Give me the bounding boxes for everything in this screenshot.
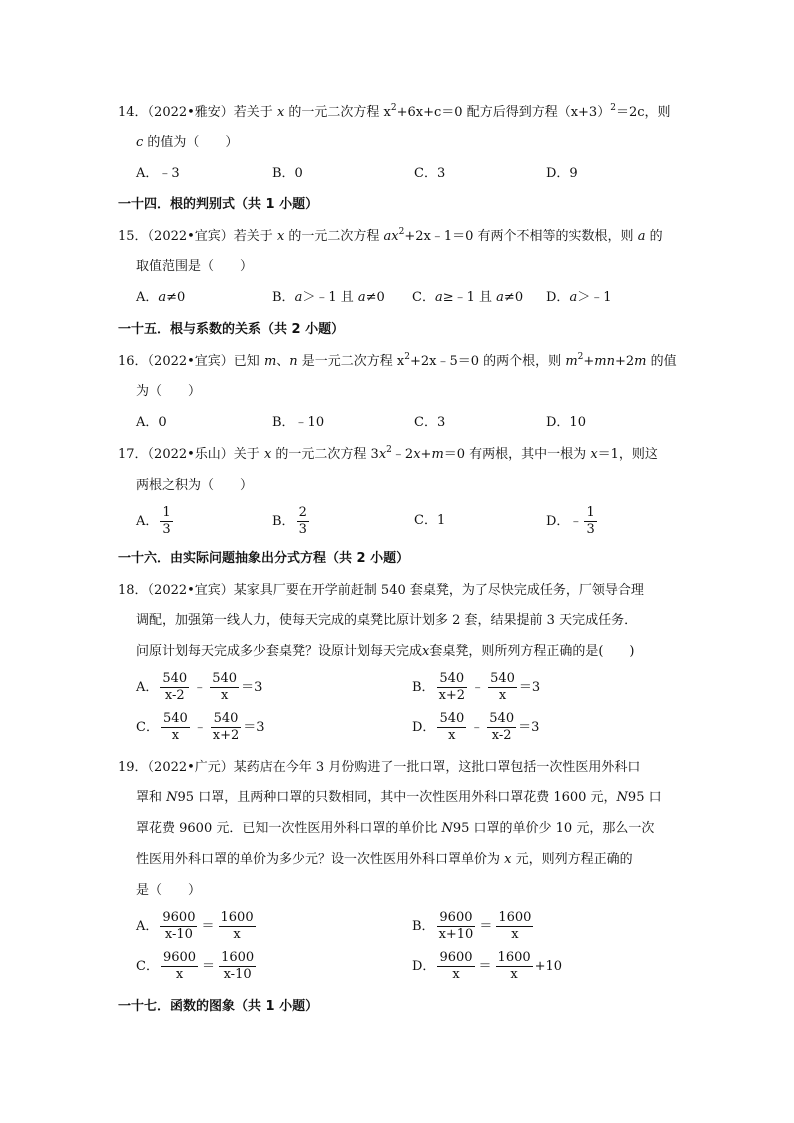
var-m: m — [565, 354, 578, 369]
option-label: C．1 — [414, 513, 446, 528]
denominator: x-2 — [491, 728, 512, 743]
option-label: B． — [272, 513, 295, 529]
q19-option-a[interactable] — [136, 910, 258, 943]
q16-stem-line2: 为（ ） — [136, 384, 202, 399]
q14-stem-line1 — [118, 104, 671, 122]
numerator: 540 — [212, 671, 238, 686]
numerator: 1600 — [498, 910, 532, 925]
q18-option-a[interactable] — [136, 671, 262, 704]
q16-option-a[interactable]: A．0 — [136, 415, 167, 430]
var-mn: mn — [594, 354, 615, 369]
exponent: 2 — [390, 103, 397, 113]
q14-text: +6x+c＝0 配方后得到方程（x+3） — [396, 105, 611, 120]
q19-text: 95 口罩，且两种口罩的只数相同，其中一次性医用外科口罩花费 1600 元， — [177, 790, 617, 805]
q17-option-c[interactable] — [414, 512, 445, 530]
numerator: 9600 — [437, 910, 476, 927]
option-expr — [546, 505, 599, 538]
numerator: 540 — [162, 711, 188, 726]
operator: ＝ — [201, 918, 215, 934]
fraction — [437, 950, 474, 983]
denominator: x — [452, 967, 460, 982]
q14-option-b[interactable]: B．0 — [272, 166, 303, 181]
var-x: x — [590, 447, 598, 462]
option-text: ≠0 — [166, 290, 186, 305]
q14-stem-line2 — [136, 134, 238, 152]
numerator: 540 — [490, 671, 515, 686]
q15-stem-line2: 取值范围是（ ） — [136, 259, 254, 274]
option-expr — [412, 950, 562, 983]
operator: ﹣ — [193, 719, 207, 735]
fraction — [488, 671, 517, 704]
q18-stem-line1: 18．（2022•宜宾）某家具厂要在开学前赶制 540 套桌凳，为了尽快完成任务，厂领导合理 — [118, 583, 644, 598]
q18-option-d[interactable] — [412, 711, 539, 744]
q18-text: 套桌凳，则所列方程正确的是( ) — [429, 644, 635, 659]
option-expr — [136, 671, 262, 704]
option-text: ＞﹣1 且 — [302, 290, 358, 305]
denominator: x — [510, 967, 518, 982]
q14-text: 的值为（ ） — [143, 135, 239, 150]
option-text: ≥﹣1 且 — [442, 290, 497, 305]
fraction — [496, 950, 533, 983]
section-heading-16: 一十六．由实际问题抽象出分式方程（共 2 小题） — [118, 551, 410, 566]
q19-text: 元，则列方程正确的 — [511, 852, 633, 867]
option-label: A． — [136, 290, 159, 305]
var-x: x — [504, 852, 512, 867]
denominator: x-2 — [164, 688, 185, 703]
option-label: A． — [136, 679, 159, 695]
var-c: c — [136, 135, 144, 150]
q18-option-c[interactable] — [136, 711, 265, 744]
q17-text: + — [420, 447, 432, 462]
q17-stem-line1 — [118, 446, 658, 464]
option-label: C． — [412, 290, 435, 305]
q15-text: 15．（2022•宜宾）若关于 — [118, 229, 277, 244]
fraction — [297, 505, 309, 538]
fraction — [160, 505, 172, 538]
q15-text: 的 — [645, 229, 663, 244]
q19-text: 罩花费 9600 元．已知一次性医用外科口罩的单价比 — [136, 821, 442, 836]
var-m: m — [431, 447, 444, 462]
fraction — [437, 910, 476, 943]
q14-text: 的一元二次方程 x — [284, 105, 391, 120]
q15-option-b[interactable] — [272, 289, 385, 307]
fraction — [160, 671, 189, 704]
q15-text: +2x﹣1＝0 有两个不相等的实数根，则 — [404, 229, 638, 244]
q19-stem-line4 — [136, 851, 633, 869]
q19-text: 95 口 — [627, 790, 662, 805]
option-expr — [136, 910, 258, 943]
q14-text: 14．（2022•雅安）若关于 — [118, 105, 277, 120]
q16-text: 是一元二次方程 x — [297, 354, 405, 369]
q16-stem-line1 — [118, 353, 677, 371]
fraction — [584, 505, 596, 538]
option-label: D． — [412, 719, 436, 735]
denominator: x — [233, 927, 241, 942]
q17-text: ＝1，则这 — [597, 447, 658, 462]
var-x: x — [276, 229, 285, 244]
q16-text: +2 — [614, 354, 635, 369]
q19-stem-line2 — [136, 789, 662, 807]
denominator: x — [171, 728, 180, 743]
section-heading-17: 一十七．函数的图象（共 1 小题） — [118, 999, 319, 1014]
option-text: ≠0 — [503, 290, 524, 305]
option-text: ≠0 — [365, 290, 385, 305]
var-n: N — [441, 821, 453, 836]
var-a: a — [294, 290, 303, 305]
option-label: D． — [412, 958, 436, 974]
numerator: 2 — [298, 505, 307, 520]
exponent: 2 — [398, 227, 405, 237]
q14-text: ＝2c，则 — [615, 105, 671, 120]
numerator: 9600 — [439, 950, 473, 965]
var-a: a — [357, 290, 366, 305]
var-x: x — [276, 105, 285, 120]
q19-stem-line5: 是（ ） — [136, 883, 202, 898]
numerator: 1 — [162, 505, 171, 520]
numerator: 540 — [437, 671, 468, 688]
var-m: m — [263, 354, 277, 369]
denominator: 3 — [298, 522, 307, 537]
numerator: 540 — [162, 671, 188, 686]
q16-text: 、 — [276, 354, 290, 369]
q17-text: 17．（2022•乐山）关于 — [118, 447, 264, 462]
var-x: x — [422, 644, 430, 659]
option-label: C． — [136, 958, 159, 974]
fraction — [437, 671, 468, 704]
exponent: 2 — [404, 352, 410, 362]
q18-text: 问原计划每天完成多少套桌凳？设原计划每天完成 — [136, 644, 423, 659]
q16-option-b[interactable]: B．﹣10 — [272, 415, 325, 430]
exponent: 2 — [610, 103, 616, 113]
var-m: m — [634, 354, 647, 369]
q18-stem-line2: 调配，加强第一线人力，使每天完成的桌凳比原计划多 2 套，结果提前 3 天完成任务． — [136, 613, 638, 628]
rhs: ＝3 — [518, 719, 540, 735]
fraction — [160, 910, 197, 943]
q18-stem-line3 — [136, 643, 635, 661]
q19-option-d[interactable] — [412, 950, 562, 983]
numerator: 540 — [489, 711, 515, 726]
var-x: x — [378, 447, 387, 462]
operator: ＝ — [478, 958, 492, 974]
numerator: 1600 — [220, 910, 254, 925]
q14-option-a[interactable]: A．﹣3 — [136, 166, 180, 181]
operator: ＝ — [479, 918, 493, 934]
q17-text: ﹣2 — [391, 447, 414, 462]
denominator: x-10 — [223, 967, 252, 982]
option-label: A． — [136, 918, 159, 934]
denominator: x+10 — [438, 927, 474, 942]
var-x: x — [413, 447, 421, 462]
denominator: x — [511, 927, 519, 942]
option-expr — [136, 711, 265, 744]
option-label: B． — [272, 290, 295, 305]
q16-text: 的值 — [646, 354, 677, 369]
numerator: 9600 — [162, 910, 196, 925]
option-expr — [412, 671, 540, 704]
q16-option-d[interactable]: D．10 — [546, 415, 586, 430]
q15-stem-line1 — [118, 228, 663, 246]
denominator: x — [498, 688, 507, 703]
operator: ﹣ — [471, 679, 485, 695]
operator: ＝ — [202, 958, 216, 974]
operator: ﹣ — [193, 679, 207, 695]
rhs: +10 — [534, 958, 563, 974]
fraction — [437, 711, 466, 744]
fraction — [219, 950, 256, 983]
q15-option-a[interactable] — [136, 289, 185, 307]
q17-option-a[interactable] — [136, 505, 175, 538]
denominator: x+2 — [212, 728, 240, 743]
var-a: a — [434, 290, 443, 305]
numerator: 540 — [211, 711, 242, 728]
q17-stem-line2: 两根之积为（ ） — [136, 478, 254, 493]
var-n: N — [166, 790, 178, 805]
option-label: D．﹣ — [546, 513, 583, 529]
q18-option-b[interactable] — [412, 671, 540, 704]
fraction — [487, 711, 516, 744]
var-ax: ax — [383, 229, 399, 244]
rhs: ＝3 — [243, 719, 265, 735]
q19-stem-line1: 19．（2022•广元）某药店在今年 3 月份购进了一批口罩，这批口罩包括一次性医用外科口 — [118, 760, 641, 775]
var-a: a — [158, 290, 167, 305]
option-expr — [412, 711, 539, 744]
rhs: ＝3 — [241, 679, 263, 695]
denominator: x-10 — [164, 927, 193, 942]
var-x: x — [263, 447, 272, 462]
option-label: B． — [412, 679, 435, 695]
var-a: a — [496, 290, 504, 305]
numerator: 9600 — [162, 950, 197, 965]
numerator: 540 — [439, 711, 465, 726]
option-label: B． — [412, 918, 435, 934]
q15-option-d[interactable] — [546, 289, 611, 307]
option-text: ＞﹣1 — [577, 290, 612, 305]
var-n: N — [616, 790, 628, 805]
q16-text: 16．（2022•宜宾）已知 — [118, 354, 264, 369]
rhs: ＝3 — [518, 679, 541, 695]
var-a: a — [569, 290, 578, 305]
q19-stem-line3 — [136, 820, 654, 838]
fraction — [496, 910, 533, 943]
operator: ﹣ — [470, 719, 484, 735]
q15-text: 的一元二次方程 — [284, 229, 384, 244]
q17-text: ＝0 有两根，其中一根为 — [443, 447, 591, 462]
q17-text: 的一元二次方程 3 — [271, 447, 379, 462]
option-label: C． — [136, 719, 159, 735]
option-expr — [272, 505, 311, 538]
option-expr — [412, 910, 535, 943]
denominator: 3 — [162, 522, 171, 537]
fraction — [219, 910, 256, 943]
numerator: 1600 — [497, 950, 531, 965]
numerator: 1 — [586, 505, 595, 520]
fraction — [211, 711, 242, 744]
fraction — [161, 950, 198, 983]
numerator: 1600 — [221, 950, 255, 965]
section-heading-14: 一十四．根的判别式（共 1 小题） — [118, 197, 319, 212]
q19-text: 罩和 — [136, 790, 167, 805]
q15-option-c[interactable] — [412, 289, 523, 307]
exponent: 2 — [386, 445, 392, 455]
option-label: A． — [136, 513, 159, 529]
q19-option-c[interactable] — [136, 950, 258, 983]
denominator: x+2 — [438, 688, 466, 703]
denominator: x — [448, 728, 456, 743]
fraction — [161, 711, 190, 744]
denominator: x — [220, 688, 229, 703]
var-n: n — [289, 354, 298, 369]
option-expr — [136, 950, 258, 983]
q14-option-d[interactable]: D．9 — [546, 166, 578, 181]
q16-option-c[interactable]: C．3 — [414, 415, 446, 430]
q17-option-d[interactable] — [546, 505, 599, 538]
denominator: 3 — [586, 522, 595, 537]
q19-text: 95 口罩的单价少 10 元，那么一次 — [452, 821, 655, 836]
q16-text: +2x﹣5＝0 的两个根，则 — [410, 354, 566, 369]
option-expr — [136, 505, 175, 538]
q17-option-b[interactable] — [272, 505, 311, 538]
fraction — [210, 671, 239, 704]
section-heading-15: 一十五．根与系数的关系（共 2 小题） — [118, 322, 345, 337]
q19-option-b[interactable] — [412, 910, 535, 943]
q16-text: + — [583, 354, 595, 369]
option-label: D． — [546, 290, 570, 305]
q19-text: 性医用外科口罩的单价为多少元？设一次性医用外科口罩单价为 — [136, 852, 505, 867]
denominator: x — [175, 967, 184, 982]
exponent: 2 — [577, 352, 584, 362]
q14-option-c[interactable]: C．3 — [414, 166, 446, 181]
var-a: a — [637, 229, 646, 244]
